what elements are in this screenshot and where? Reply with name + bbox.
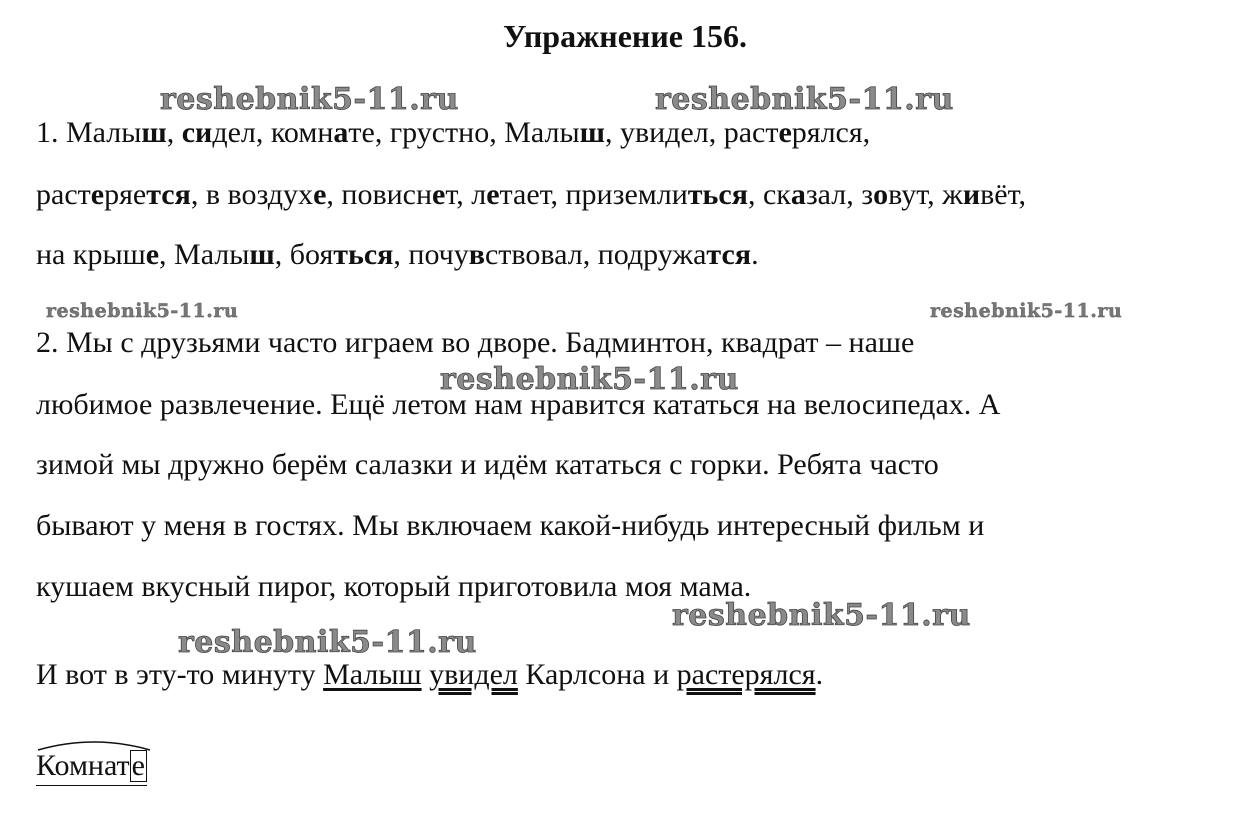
exercise-2-line-3: зимой мы дружно берём салазки и идём кататься с горки. Ребята часто	[36, 448, 939, 481]
text-segment: .	[751, 238, 759, 271]
text-segment: , боя	[274, 238, 334, 271]
text-segment: , почу	[393, 238, 469, 271]
exercise-2-line-5: кушаем вкусный пирог, который приготовила моя мама.	[36, 570, 752, 603]
exercise-2-line-2: любимое развлечение. Ещё летом нам нравится кататься на велосипедах. А	[36, 388, 1001, 421]
highlighted-letters: е	[90, 178, 105, 211]
highlighted-letters: е	[778, 116, 792, 149]
watermark: reshebnik5-11.ru	[160, 82, 459, 117]
watermark: reshebnik5-11.ru	[672, 598, 971, 633]
text-segment: те, грустно, Малы	[348, 116, 580, 149]
text-segment: , ск	[747, 178, 791, 211]
text-segment: , увидел, раст	[604, 116, 779, 149]
exercise-1-line-2	[36, 177, 1026, 213]
text-segment: , Малы	[159, 238, 250, 271]
morpheme-analysis	[36, 748, 147, 786]
sentence-predicate: растерялся	[676, 658, 816, 691]
text-segment: ,	[166, 116, 182, 149]
highlighted-letters: ш	[249, 238, 275, 271]
highlighted-letters: си	[181, 116, 213, 149]
highlighted-letters: ш	[141, 116, 167, 149]
highlighted-letters: ться	[687, 178, 748, 211]
highlighted-letters: тся	[706, 238, 752, 271]
sentence-text: .	[815, 658, 824, 691]
watermark: reshebnik5-11.ru	[46, 300, 239, 322]
morpheme-word	[36, 748, 147, 786]
parsed-sentence	[36, 657, 823, 693]
text-segment: , повисн	[326, 178, 433, 211]
exercise-2-line-1: 2. Мы с друзьями часто играем во дворе. Бадминтон, квадрат – наше	[36, 326, 915, 359]
highlighted-letters: о	[873, 178, 889, 211]
highlighted-letters: и	[962, 178, 981, 211]
text-segment: т, л	[445, 178, 487, 211]
highlighted-letters: е	[486, 178, 500, 211]
watermark: reshebnik5-11.ru	[930, 300, 1123, 322]
word-stem: Комнат	[36, 749, 130, 782]
exercise-2-line-4: бывают у меня в гостях. Мы включаем какой-нибудь интересный фильм и	[36, 509, 985, 542]
word-ending: е	[131, 749, 145, 782]
highlighted-letters: а	[790, 178, 806, 211]
highlighted-letters: ться	[333, 238, 394, 271]
text-segment: вут, ж	[888, 178, 963, 211]
text-segment: 1. Малы	[36, 116, 142, 149]
watermark: reshebnik5-11.ru	[178, 625, 477, 660]
text-segment: тает, приземли	[499, 178, 688, 211]
sentence-text	[422, 658, 430, 691]
page-title: Упражнение 156.	[502, 18, 747, 54]
highlighted-letters: тся	[146, 178, 191, 211]
text-segment: , в воздух	[190, 178, 314, 211]
highlighted-letters: е	[313, 178, 327, 211]
text-segment: рялся,	[791, 116, 871, 149]
highlighted-letters: е	[145, 238, 160, 271]
highlighted-letters: ш	[579, 116, 605, 149]
sentence-text: И вот в эту-то минуту	[36, 658, 324, 691]
text-segment: на крыш	[36, 238, 146, 271]
text-segment: раст	[36, 178, 91, 211]
watermark: reshebnik5-11.ru	[440, 362, 739, 397]
text-segment: ствовал, подружа	[484, 238, 707, 271]
highlighted-letters: е	[432, 178, 446, 211]
exercise-1-line-1	[36, 115, 870, 151]
sentence-text: Карлсона и	[517, 658, 677, 691]
sentence-predicate: увидел	[429, 658, 518, 691]
text-segment: дел, комн	[212, 116, 334, 149]
text-segment: ряе	[104, 178, 147, 211]
text-segment: вёт,	[980, 178, 1026, 211]
highlighted-letters: а	[333, 116, 349, 149]
sentence-subject: Малыш	[323, 658, 422, 691]
watermark: reshebnik5-11.ru	[655, 82, 954, 117]
exercise-1-line-3	[36, 237, 759, 273]
highlighted-letters: в	[468, 238, 485, 271]
text-segment: зал, з	[805, 178, 874, 211]
